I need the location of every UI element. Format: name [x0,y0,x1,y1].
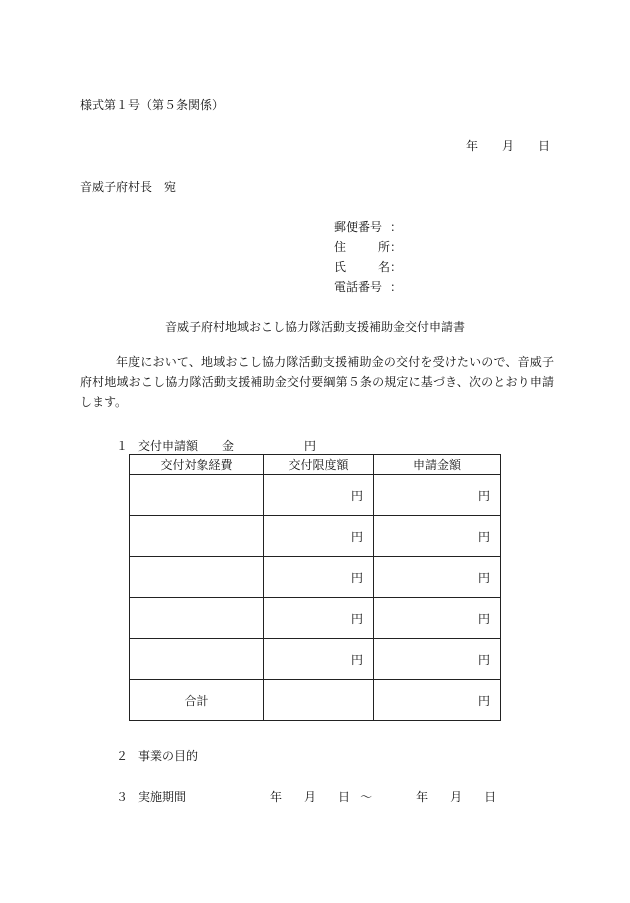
section-1-kin: 金 [222,439,235,453]
header-grant-limit: 交付限度額 [264,455,374,475]
amount-cell[interactable]: 円 [374,516,501,557]
section-1-heading [116,437,316,454]
header-requested-amount: 申請金額 [374,455,501,475]
form-number: 様式第１号（第５条関係） [80,98,225,112]
applicant-name-label: 氏 名 [334,260,390,274]
limit-cell[interactable]: 円 [264,475,374,516]
limit-cell[interactable]: 円 [264,639,374,680]
applicant-phone-row: 電話番号 ： [334,277,400,297]
total-label: 合計 [130,680,264,721]
amount-cell[interactable]: 円 [374,639,501,680]
amount-cell[interactable]: 円 [374,557,501,598]
expense-item-cell[interactable] [130,598,264,639]
addressee: 音威子府村長 宛 [80,180,177,194]
table-row [130,598,501,639]
expense-item-cell[interactable] [130,639,264,680]
applicant-name-row: 氏 名 ： [334,257,400,277]
section-3-label: 実施期間 [138,790,187,804]
period-end-month: 月 [450,790,463,804]
applicant-address-label: 住 所 [334,240,390,254]
applicant-block [334,217,403,297]
section-2-label: 事業の目的 [138,749,199,763]
expense-item-cell[interactable] [130,475,264,516]
limit-cell[interactable]: 円 [264,598,374,639]
total-limit-cell [264,680,374,721]
section-3-heading [116,788,496,805]
section-3-number: ３ [116,790,129,804]
period-start-day: 日 [338,790,351,804]
limit-cell[interactable]: 円 [264,516,374,557]
date-day: 日 [537,139,550,153]
table-row [130,516,501,557]
section-2-heading [116,747,198,764]
expense-item-cell[interactable] [130,516,264,557]
table-row [130,475,501,516]
header-expense-item: 交付対象経費 [130,455,264,475]
submission-date [466,137,550,154]
period-start-month: 月 [304,790,317,804]
section-1-number: １ [116,439,129,453]
applicant-postal-label: 郵便番号 [334,220,383,234]
document-title: 音威子府村地域おこし協力隊活動支援補助金交付申請書 [164,320,465,334]
period-end-year: 年 [416,790,429,804]
total-row [130,680,501,721]
period-tilde: ～ [360,790,373,804]
applicant-phone-label: 電話番号 [334,280,383,294]
applicant-address-row: 住 所 ： [334,237,400,257]
applicant-postal-row: 郵便番号 ： [334,217,400,237]
date-year: 年 [465,139,478,153]
table-row [130,639,501,680]
amount-cell[interactable]: 円 [374,475,501,516]
table-row [130,557,501,598]
amount-cell[interactable]: 円 [374,598,501,639]
section-2-number: ２ [116,749,129,763]
application-statement: 年度において、地域おこし協力隊活動支援補助金の交付を受けたいので、音威子府村地域おこし協力隊活動支援補助金交付要綱第５条の規定に基づき、次のとおり申請します。 [80,355,554,409]
grant-amount-table [129,454,501,721]
total-amount-cell[interactable]: 円 [374,680,501,721]
limit-cell[interactable]: 円 [264,557,374,598]
section-1-label: 交付申請額 [138,439,199,453]
section-1-yen: 円 [304,439,317,453]
period-end-day: 日 [484,790,497,804]
date-month: 月 [501,139,514,153]
expense-item-cell[interactable] [130,557,264,598]
period-start-year: 年 [270,790,283,804]
